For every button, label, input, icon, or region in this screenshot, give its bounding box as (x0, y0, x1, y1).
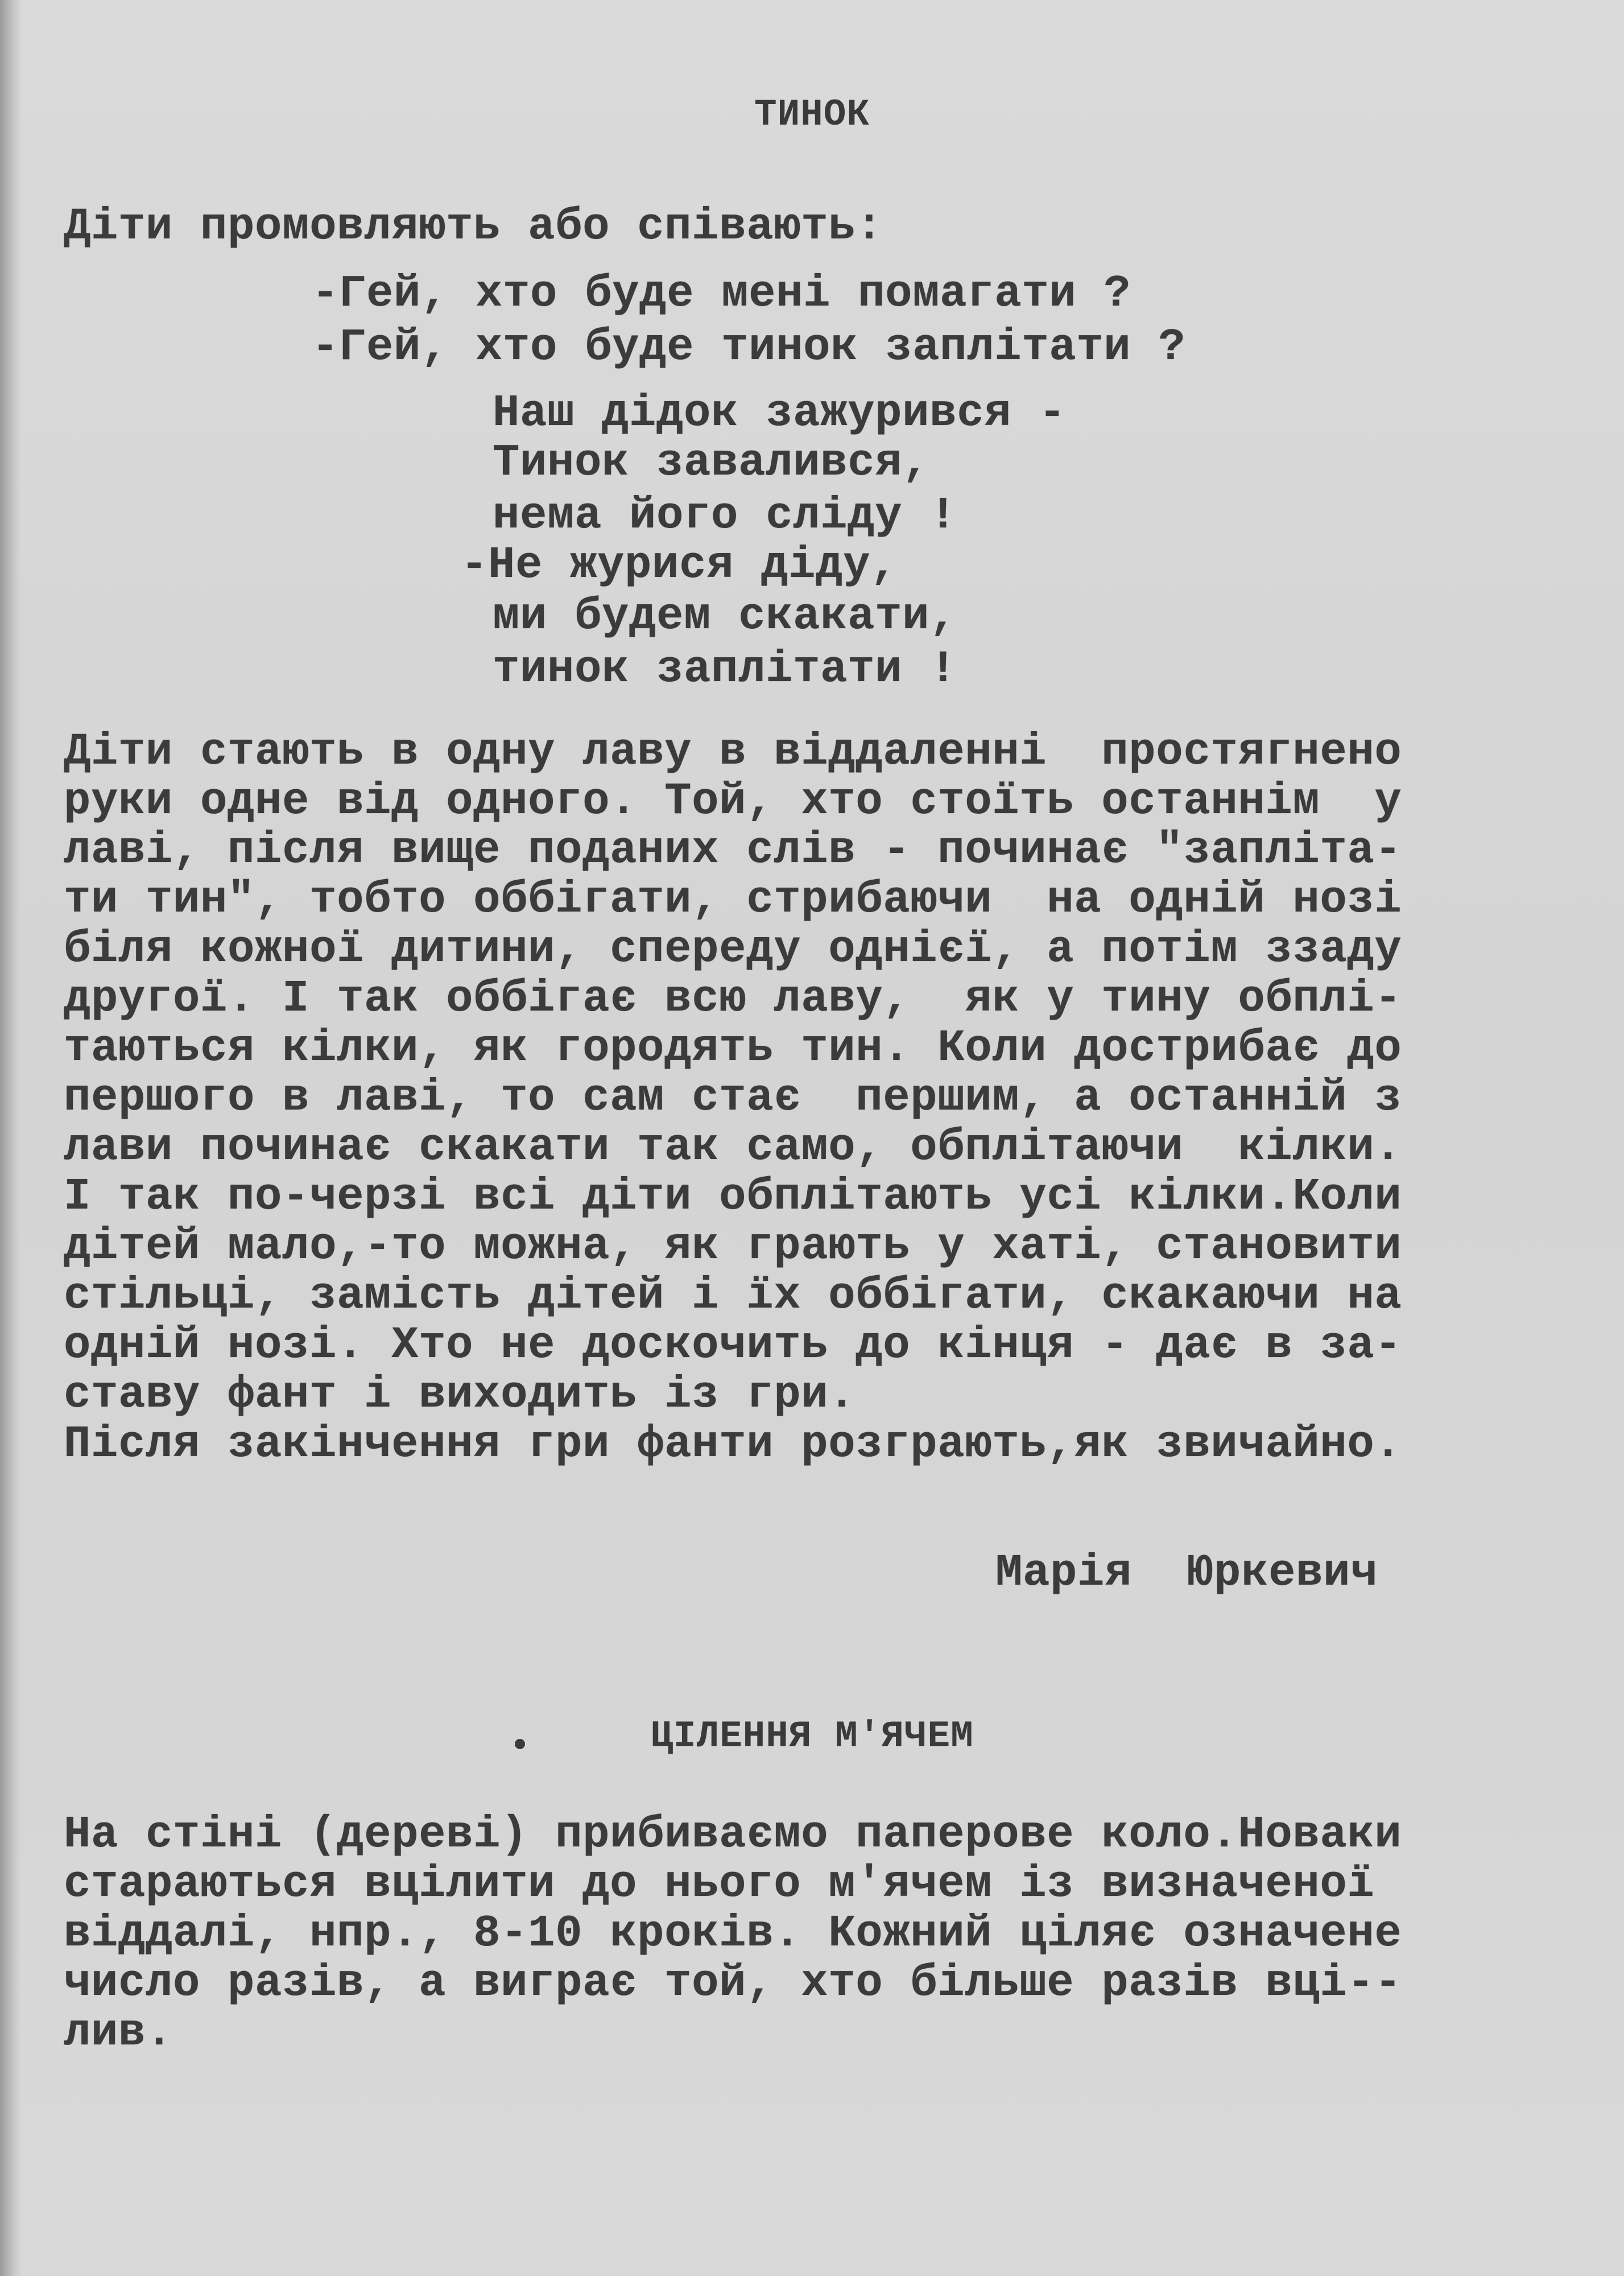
paragraph-line: таються кілки, як городять тин. Коли дострибає до (64, 1022, 1402, 1074)
paragraph-line: другої. І так оббігає всю лаву, як у тину обплі- (64, 973, 1402, 1024)
paragraph-line: стараються вцілити до нього м'ячем із визначеної (64, 1858, 1375, 1910)
paragraph-line: віддалі, нпр., 8-10 кроків. Кожний ціляє означене (64, 1908, 1402, 1959)
verse-line: -Не журися діду, (461, 539, 898, 591)
paragraph-line: Після закінчення гри фанти розграють,як звичайно. (64, 1419, 1402, 1470)
paragraph-line: біля кожної дитини, спереду однієї, а потім ззаду (64, 923, 1402, 975)
section-title-tynok: ТИНОК (754, 93, 870, 136)
verse-line: Наш дідок зажурився - (493, 387, 1067, 439)
paragraph-line: І так по-черзі всі діти обплітають усі кілки.Коли (64, 1171, 1402, 1222)
paragraph-line: руки одне від одного. Той, хто стоїть останнім у (64, 776, 1402, 827)
paragraph-line: дітей мало,-то можна, як грають у хаті, становити (64, 1221, 1402, 1272)
paragraph-line: На стіні (дереві) прибиваємо паперове коло.Новаки (64, 1809, 1402, 1860)
verse-line: Тинок завалився, (493, 437, 930, 488)
paragraph-line: Діти стають в одну лаву в віддаленні простягнено (64, 726, 1402, 777)
section-title-tsilennia: ЦІЛЕННЯ М'ЯЧЕМ (650, 1715, 974, 1758)
paragraph-line: лив. (64, 2007, 173, 2058)
verse-line: тинок заплітати ! (493, 644, 957, 695)
verse-line: -Гей, хто буде мені помагати ? (312, 268, 1131, 319)
paragraph-line: стільці, замість дітей і їх оббігати, скакаючи на (64, 1270, 1402, 1321)
verse-line: ми будем скакати, (493, 591, 957, 642)
verse-line: нема його сліду ! (493, 490, 957, 541)
page-binding-edge (0, 0, 20, 2276)
intro-line: Діти промовляють або співають: (64, 201, 883, 252)
verse-line: -Гей, хто буде тинок заплітати ? (312, 321, 1186, 373)
author-signature: Марія Юркевич (995, 1547, 1378, 1598)
paragraph-line: першого в лаві, то сам стає першим, а останній з (64, 1072, 1402, 1123)
paragraph-line: ставу фант і виходить із гри. (64, 1369, 856, 1420)
paragraph-line: число разів, а виграє той, хто більше разів вці-- (64, 1957, 1402, 2009)
paragraph-line: одній нозі. Хто не доскочить до кінця - дає в за- (64, 1320, 1402, 1371)
paragraph-line: лаві, після вище поданих слів - починає "запліта- (64, 824, 1402, 876)
paragraph-line: лави починає скакати так само, обплітаючи кілки. (64, 1121, 1402, 1173)
paragraph-line: ти тин", тобто оббігати, стрибаючи на одній нозі (64, 874, 1402, 925)
